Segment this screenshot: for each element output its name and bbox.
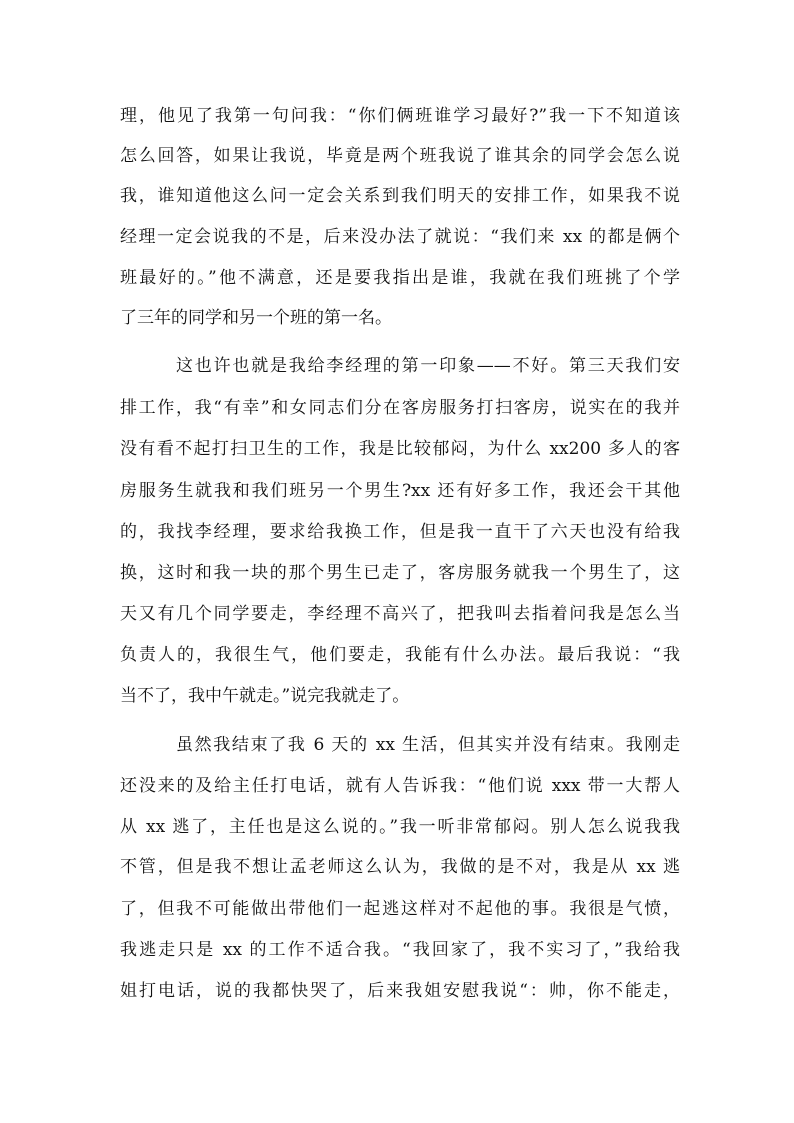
paragraph-2-line-9: 当不了，我中午就走。”说完我就走了。 [120, 686, 410, 706]
paragraph-2-line-8: 负责人的，我很生气，他们要走，我能有什么办法。最后我说：“我 [120, 645, 680, 665]
paragraph-1-line-6: 了三年的同学和另一个班的第一名。 [120, 308, 392, 328]
paragraph-3-line-1: 虽然我结束了我 6 天的 xx 生活，但其实并没有结束。我刚走 [176, 735, 680, 755]
paragraph-1-line-3: 我，谁知道他这么问一定会关系到我们明天的安排工作，如果我不说 [120, 186, 680, 206]
paragraph-2-line-1: 这也许也就是我给李经理的第一印象——不好。第三天我们安 [176, 356, 680, 376]
paragraph-3-line-7: 姐打电话，说的我都快哭了，后来我姐安慰我说“：帅，你不能走， [120, 981, 680, 1001]
paragraph-2-line-2: 排工作，我“有幸”和女同志们分在客房服务打扫客房，说实在的我并 [120, 398, 680, 418]
paragraph-2-line-7: 天又有几个同学要走，李经理不高兴了，把我叫去指着问我是怎么当 [120, 604, 680, 624]
paragraph-1-line-1: 理，他见了我第一句问我：“你们俩班谁学习最好?”我一下不知道该 [120, 106, 680, 126]
paragraph-3-line-3: 从 xx 逃了，主任也是这么说的。”我一听非常郁闷。别人怎么说我我 [120, 817, 680, 837]
paragraph-3-line-5: 了，但我不可能做出带他们一起逃这样对不起他的事。我很是气愤， [120, 899, 680, 919]
paragraph-1-line-2: 怎么回答，如果让我说，毕竟是两个班我说了谁其余的同学会怎么说 [120, 146, 680, 166]
paragraph-1-line-5: 班最好的。”他不满意，还是要我指出是谁，我就在我们班挑了个学 [120, 268, 680, 288]
paragraph-2-line-5: 的，我找李经理，要求给我换工作，但是我一直干了六天也没有给我 [120, 522, 680, 542]
paragraph-3-line-2: 还没来的及给主任打电话，就有人告诉我：“他们说 xxx 带一大帮人 [120, 776, 680, 796]
paragraph-2-line-4: 房服务生就我和我们班另一个男生?xx 还有好多工作，我还会干其他 [120, 481, 680, 501]
paragraph-3-line-4: 不管，但是我不想让孟老师这么认为，我做的是不对，我是从 xx 逃 [120, 857, 680, 877]
paragraph-3-line-6: 我逃走只是 xx 的工作不适合我。“我回家了，我不实习了，”我给我 [120, 940, 680, 960]
paragraph-2-line-6: 换，这时和我一块的那个男生已走了，客房服务就我一个男生了，这 [120, 563, 680, 583]
paragraph-1-line-4: 经理一定会说我的不是，后来没办法了就说：“我们来 xx 的都是俩个 [120, 227, 680, 247]
paragraph-2-line-3: 没有看不起打扫卫生的工作，我是比较郁闷，为什么 xx200 多人的客 [120, 439, 680, 459]
